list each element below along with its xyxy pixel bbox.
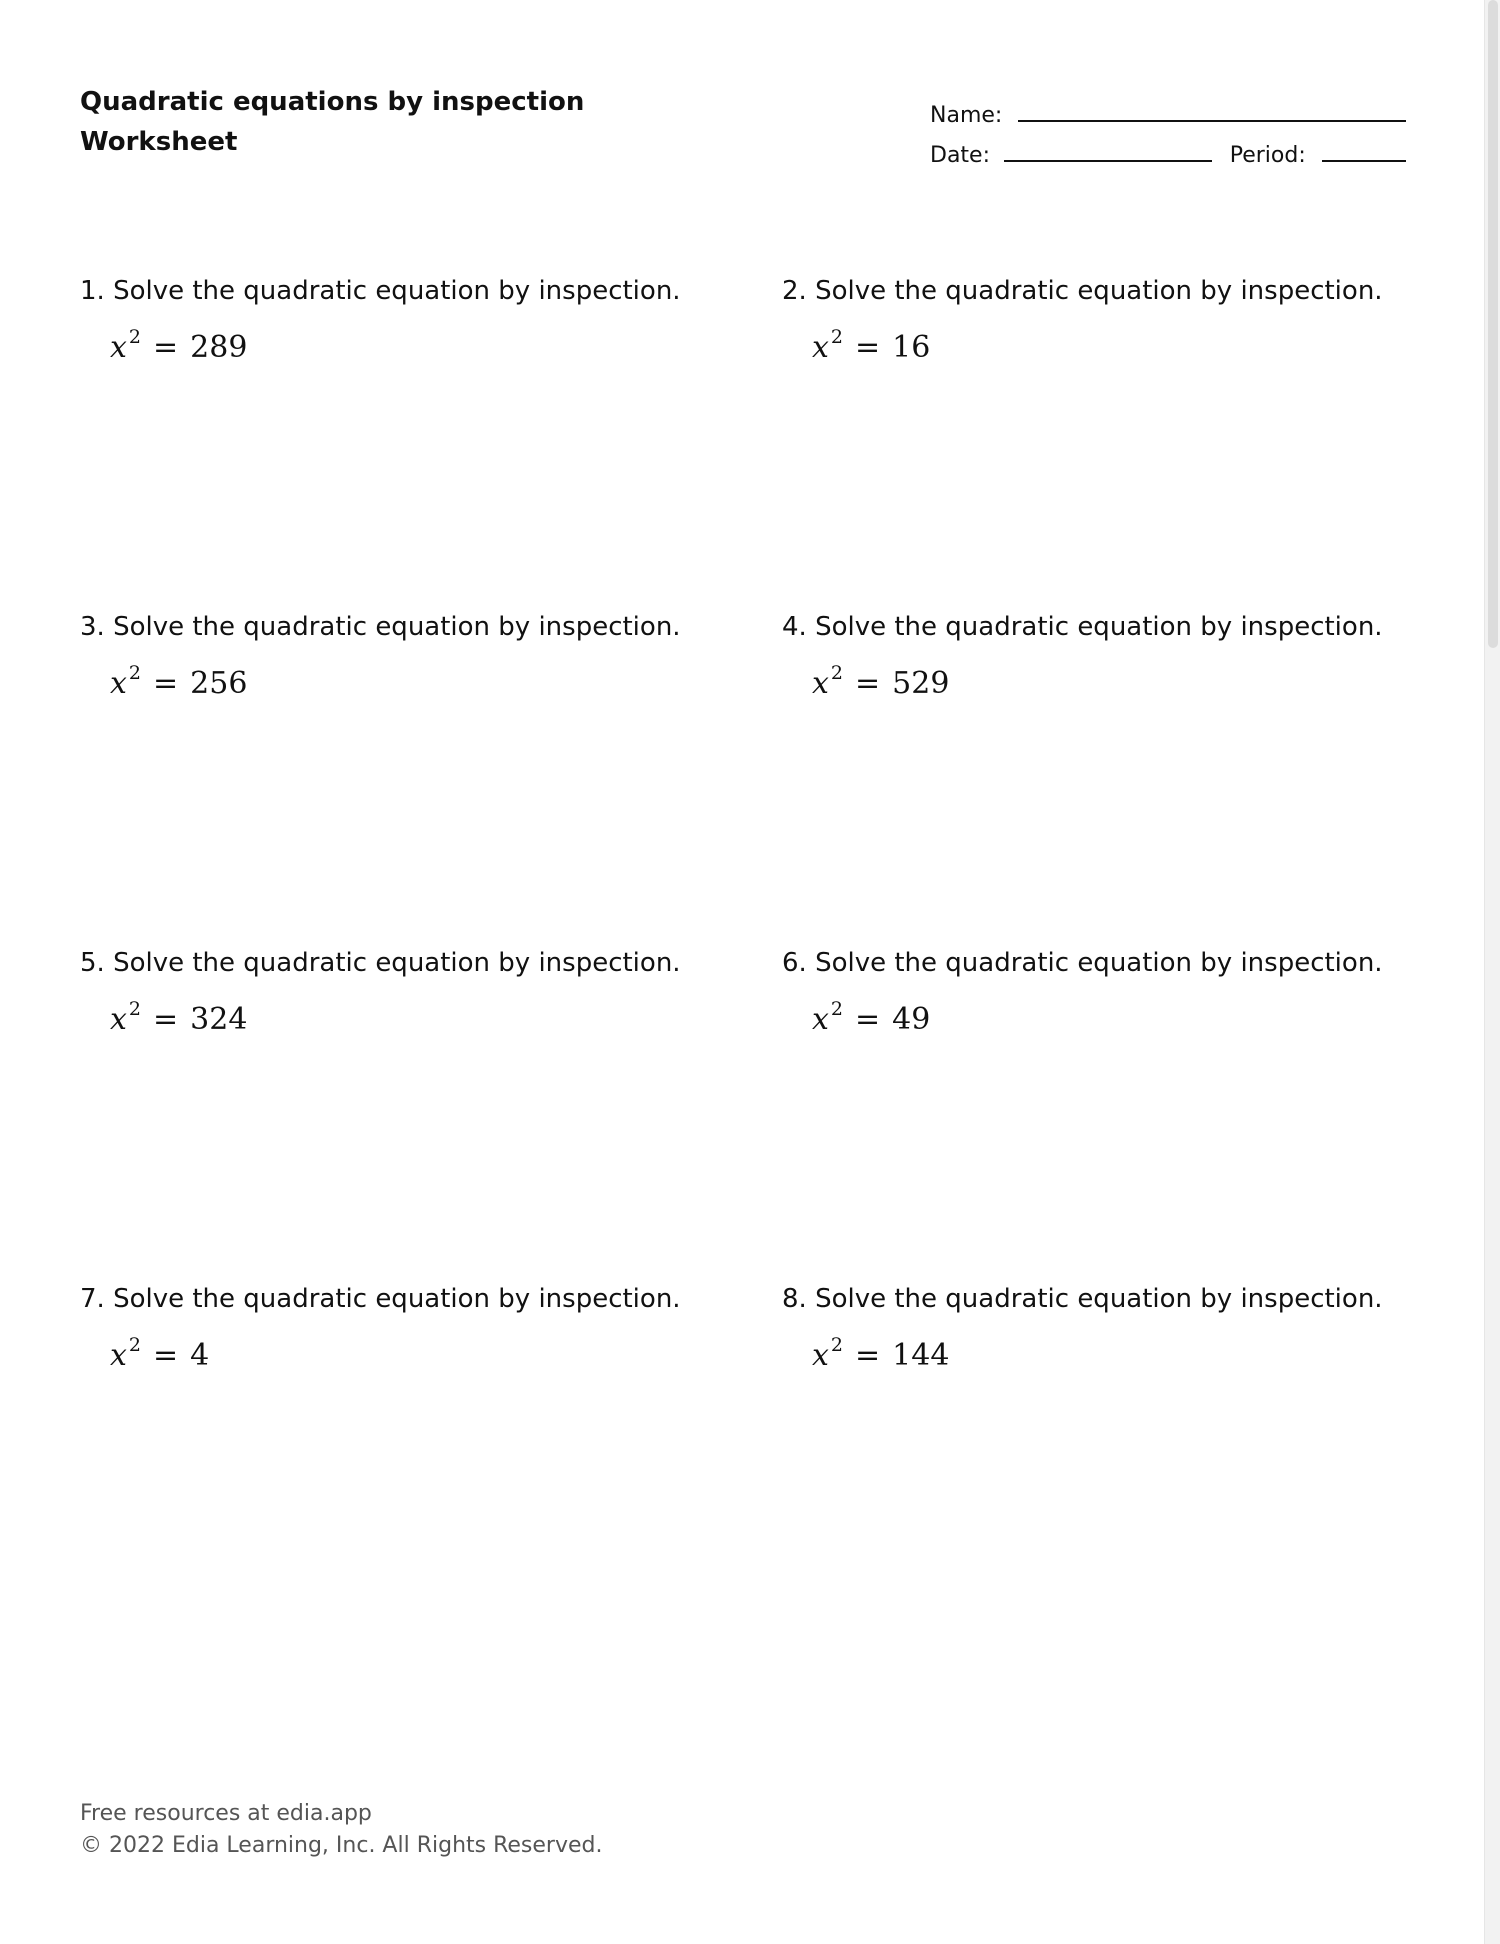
problem-instruction: Solve the quadratic equation by inspection.	[815, 612, 1383, 642]
problem-number: 8.	[782, 1284, 807, 1314]
period-blank-line	[1322, 160, 1406, 162]
equation	[812, 326, 1442, 365]
equation	[812, 662, 1442, 701]
equals-sign: =	[153, 330, 179, 365]
equation-value: 529	[892, 666, 950, 701]
equation-value: 16	[892, 330, 931, 365]
equals-sign: =	[153, 1002, 179, 1037]
footer-resources-text: Free resources at edia.app	[80, 1801, 372, 1826]
equation-variable: x	[110, 666, 127, 701]
problem-prompt	[80, 610, 740, 644]
equals-sign: =	[855, 1002, 881, 1037]
equation	[812, 998, 1442, 1037]
problem-8	[782, 1282, 1442, 1373]
problem-prompt	[782, 610, 1442, 644]
period-label: Period:	[1229, 143, 1306, 168]
equation-exponent: 2	[128, 998, 142, 1020]
problem-3	[80, 610, 740, 701]
title-block	[80, 82, 584, 162]
equals-sign: =	[855, 666, 881, 701]
problem-instruction: Solve the quadratic equation by inspection.	[113, 1284, 681, 1314]
equation-variable: x	[110, 330, 127, 365]
problem-instruction: Solve the quadratic equation by inspection.	[815, 948, 1383, 978]
problem-5	[80, 946, 740, 1037]
worksheet-title: Quadratic equations by inspection	[80, 87, 585, 117]
problem-instruction: Solve the quadratic equation by inspection.	[113, 276, 681, 306]
problem-number: 1.	[80, 276, 105, 306]
equation-value: 324	[190, 1002, 248, 1037]
student-info-fields	[930, 88, 1406, 168]
equation-variable: x	[110, 1338, 127, 1373]
equation-exponent: 2	[830, 1334, 844, 1356]
problem-number: 6.	[782, 948, 807, 978]
equation-value: 256	[190, 666, 248, 701]
problem-6	[782, 946, 1442, 1037]
problem-instruction: Solve the quadratic equation by inspection.	[113, 612, 681, 642]
equation-exponent: 2	[128, 662, 142, 684]
scrollbar-thumb[interactable]	[1488, 0, 1498, 648]
equation-exponent: 2	[830, 326, 844, 348]
equation-variable: x	[110, 1002, 127, 1037]
problem-prompt	[782, 1282, 1442, 1316]
equation-exponent: 2	[830, 998, 844, 1020]
problem-prompt	[782, 274, 1442, 308]
equation-exponent: 2	[830, 662, 844, 684]
problem-instruction: Solve the quadratic equation by inspection.	[815, 276, 1383, 306]
equation	[110, 998, 740, 1037]
equals-sign: =	[855, 330, 881, 365]
problem-number: 2.	[782, 276, 807, 306]
equation	[110, 662, 740, 701]
problem-number: 4.	[782, 612, 807, 642]
problem-instruction: Solve the quadratic equation by inspection.	[815, 1284, 1383, 1314]
footer	[80, 1798, 602, 1862]
equation-exponent: 2	[128, 326, 142, 348]
problem-number: 5.	[80, 948, 105, 978]
problem-prompt	[80, 274, 740, 308]
equation-exponent: 2	[128, 1334, 142, 1356]
date-blank-line	[1004, 160, 1212, 162]
problem-instruction: Solve the quadratic equation by inspection.	[113, 948, 681, 978]
date-period-row	[930, 128, 1406, 168]
equation	[110, 326, 740, 365]
equation-variable: x	[812, 1002, 829, 1037]
problem-4	[782, 610, 1442, 701]
name-field-row	[930, 88, 1406, 128]
date-label: Date:	[930, 143, 990, 168]
equation-value: 289	[190, 330, 248, 365]
problem-1	[80, 274, 740, 365]
problem-7	[80, 1282, 740, 1373]
equation-variable: x	[812, 330, 829, 365]
equation-variable: x	[812, 666, 829, 701]
equation-value: 4	[190, 1338, 210, 1373]
problem-number: 7.	[80, 1284, 105, 1314]
worksheet-subtitle: Worksheet	[80, 127, 238, 157]
equation	[812, 1334, 1442, 1373]
equation-variable: x	[812, 1338, 829, 1373]
name-label: Name:	[930, 103, 1003, 128]
problem-2	[782, 274, 1442, 365]
problem-prompt	[80, 1282, 740, 1316]
equals-sign: =	[153, 666, 179, 701]
name-blank-line	[1018, 120, 1406, 122]
equation-value: 144	[892, 1338, 950, 1373]
vertical-scrollbar[interactable]	[1484, 0, 1500, 1944]
equals-sign: =	[855, 1338, 881, 1373]
problem-prompt	[782, 946, 1442, 980]
problem-prompt	[80, 946, 740, 980]
equation-value: 49	[892, 1002, 931, 1037]
equation	[110, 1334, 740, 1373]
problem-number: 3.	[80, 612, 105, 642]
footer-copyright-text: © 2022 Edia Learning, Inc. All Rights Reserved.	[80, 1833, 603, 1858]
equals-sign: =	[153, 1338, 179, 1373]
